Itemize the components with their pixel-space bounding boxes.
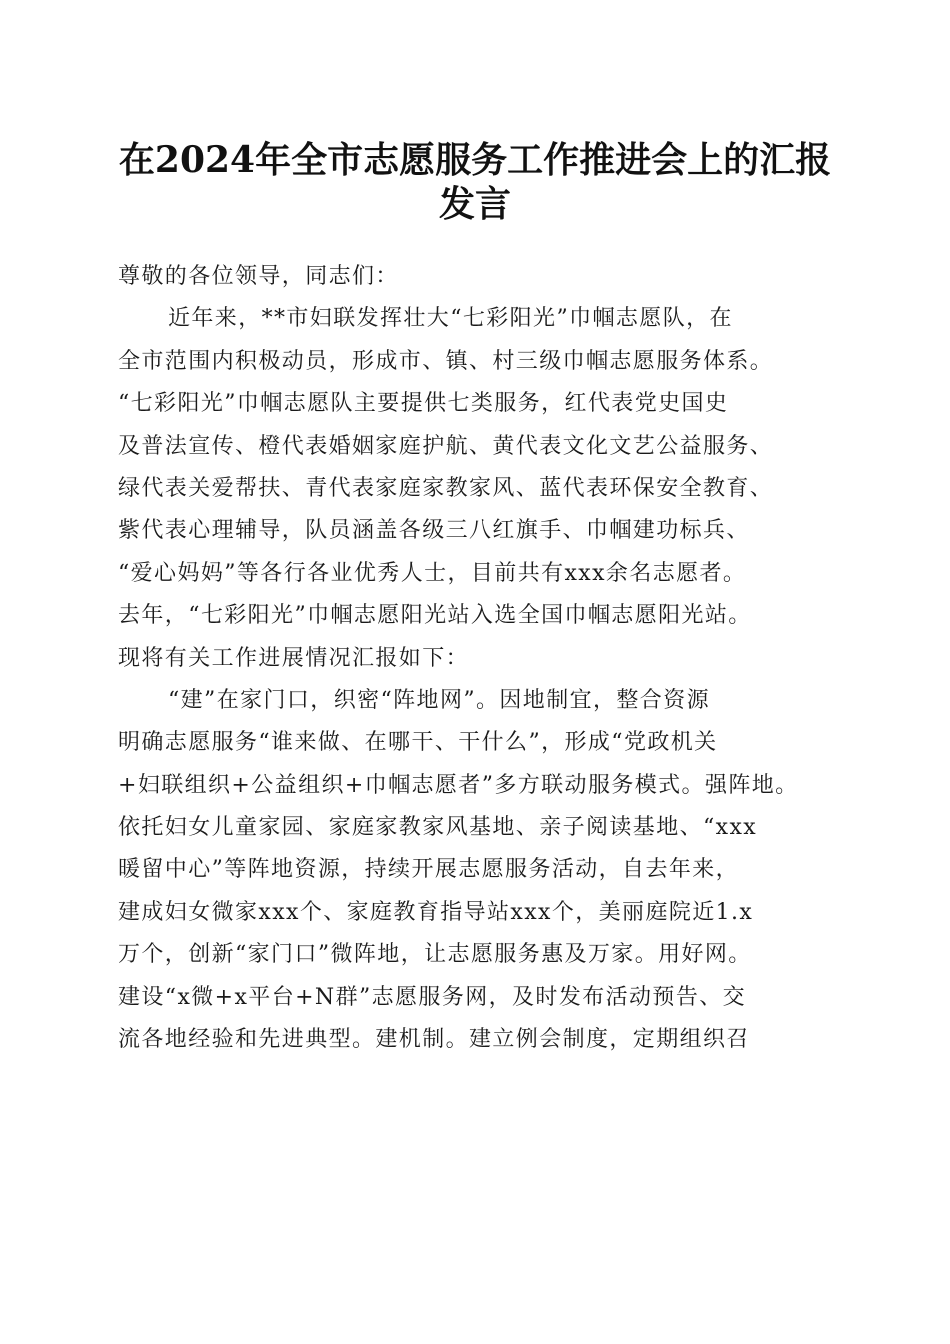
paragraph-line: 及普法宣传、橙代表婚姻家庭护航、黄代表文化文艺公益服务、: [118, 433, 774, 459]
paragraph-line: 全市范围内积极动员，形成市、镇、村三级巾帼志愿服务体系。: [118, 348, 774, 374]
paragraph-line: “建”在家门口，织密“阵地网”。因地制宜，整合资源: [168, 687, 710, 713]
paragraph-line: 依托妇女儿童家园、家庭家教家风基地、亲子阅读基地、“xxx: [118, 815, 758, 841]
document-title: [100, 138, 850, 226]
paragraph-line: 绿代表关爱帮扶、青代表家庭家教家风、蓝代表环保安全教育、: [118, 475, 774, 501]
paragraph-line: “七彩阳光”巾帼志愿队主要提供七类服务，红代表党史国史: [118, 391, 729, 417]
paragraph-line: 建设“x微+x平台+N群”志愿服务网，及时发布活动预告、交: [118, 984, 747, 1010]
paragraph-line: 现将有关工作进展情况汇报如下：: [118, 645, 470, 671]
paragraph-line: 明确志愿服务“谁来做、在哪干、干什么”，形成“党政机关: [118, 730, 718, 756]
paragraph-line: “爱心妈妈”等各行各业优秀人士，目前共有xxx余名志愿者。: [118, 560, 747, 586]
paragraph-line: 近年来，**市妇联发挥壮大“七彩阳光”巾帼志愿队，在: [168, 306, 733, 332]
greeting: 尊敬的各位领导，同志们：: [118, 264, 399, 289]
paragraph-line: 去年，“七彩阳光”巾帼志愿阳光站入选全国巾帼志愿阳光站。: [118, 603, 752, 629]
paragraph-line: 暖留中心”等阵地资源，持续开展志愿服务活动，自去年来，: [118, 857, 740, 883]
paragraph-line: 紫代表心理辅导，队员涵盖各级三八红旗手、巾帼建功标兵、: [118, 518, 750, 544]
title-line-1: 在2024年全市志愿服务工作推进会上的汇报: [118, 139, 832, 181]
paragraph-line: +妇联组织+公益组织+巾帼志愿者”多方联动服务模式。强阵地。: [118, 772, 799, 798]
paragraph-1: [118, 298, 838, 680]
document-body: [118, 256, 838, 1061]
paragraph-line: 建成妇女微家xxx个、家庭教育指导站xxx个，美丽庭院近1.x: [118, 899, 754, 925]
paragraph-2: [118, 680, 838, 1062]
paragraph-line: 流各地经验和先进典型。建机制。建立例会制度，定期组织召: [118, 1027, 750, 1053]
paragraph-line: 万个，创新“家门口”微阵地，让志愿服务惠及万家。用好网。: [118, 942, 752, 968]
title-line-2: 发言: [438, 183, 511, 225]
